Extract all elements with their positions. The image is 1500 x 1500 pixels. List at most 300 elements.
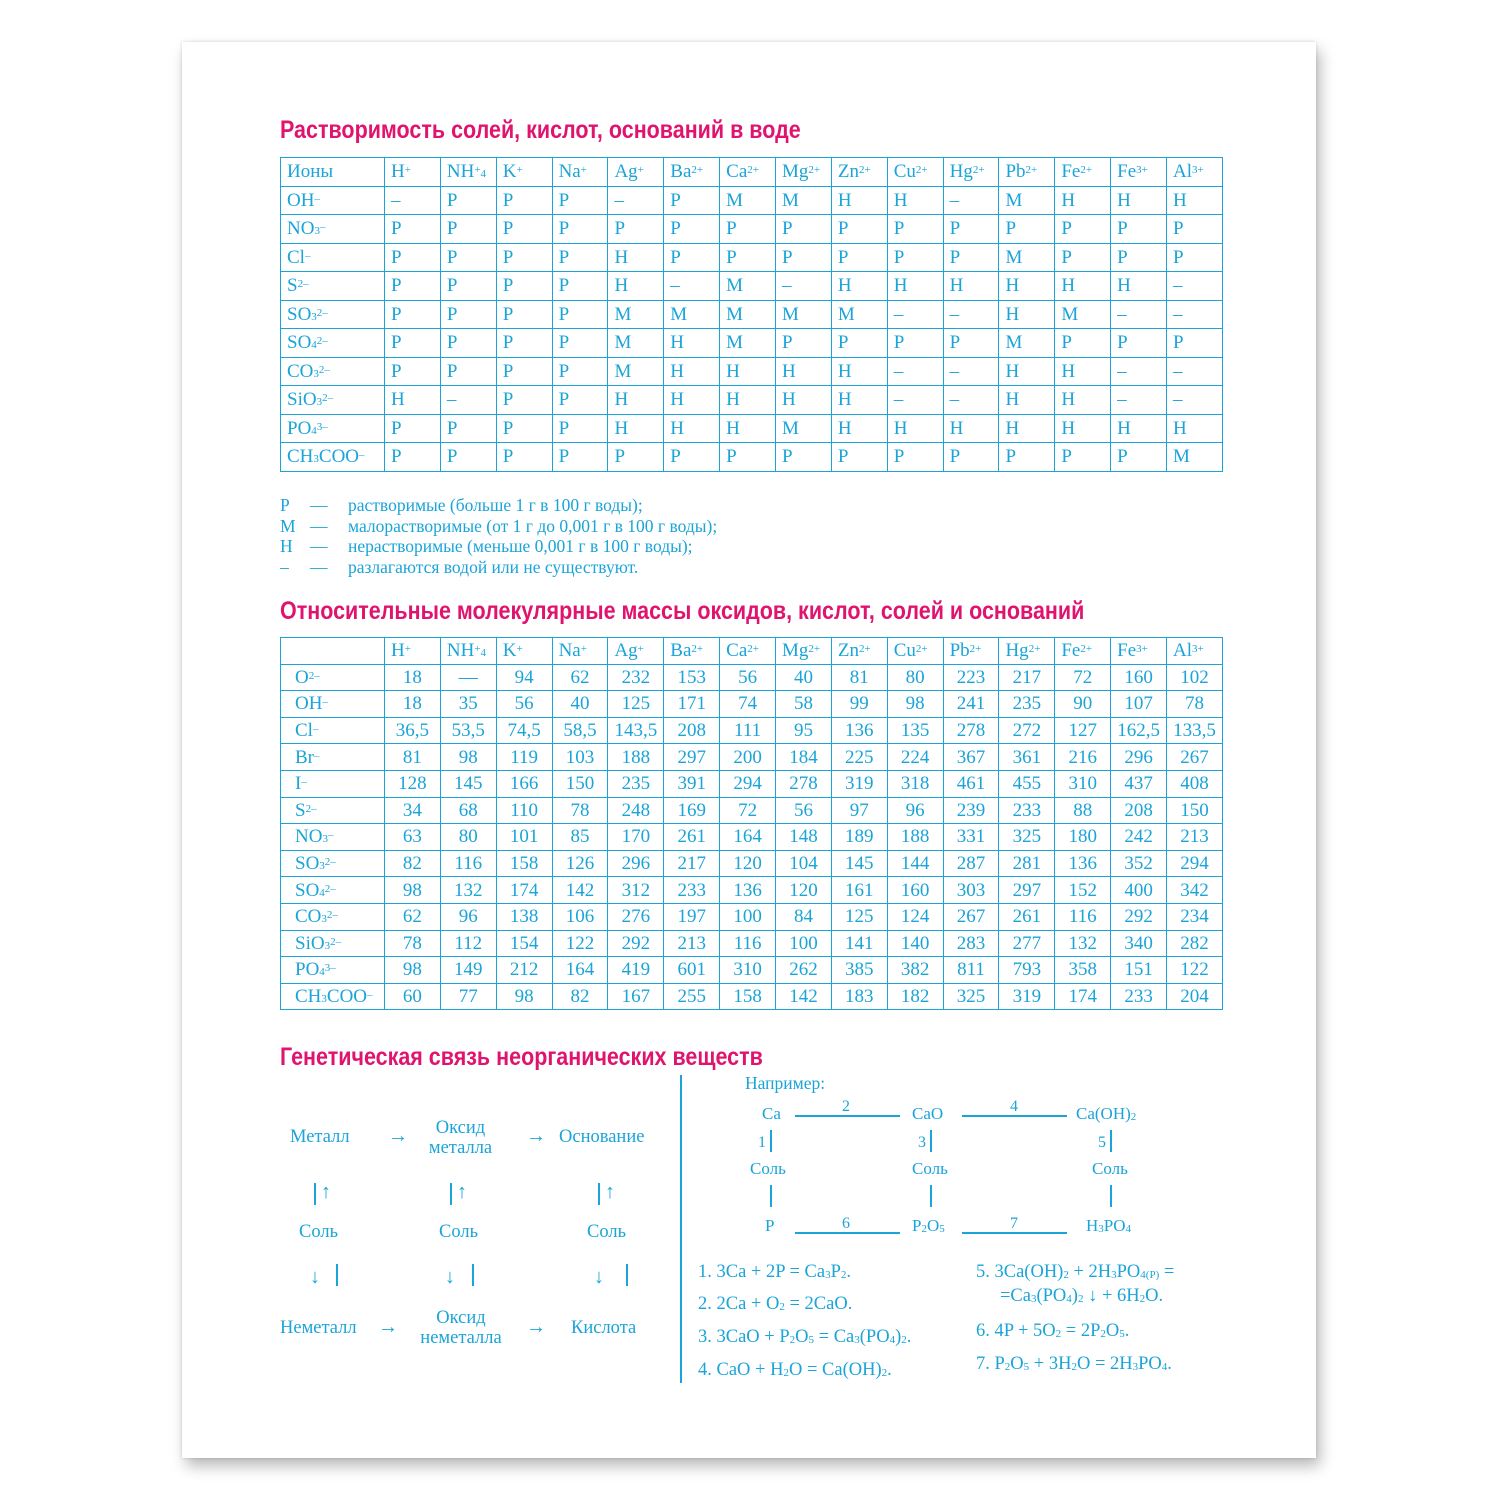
ion-charge: 2– bbox=[305, 802, 317, 815]
value-cell: 212 bbox=[496, 957, 552, 984]
legend-symbol: Н bbox=[280, 536, 293, 556]
value-cell: 58 bbox=[776, 691, 832, 718]
value-cell: Р bbox=[552, 272, 608, 301]
value-cell: 385 bbox=[831, 957, 887, 984]
value-cell: Н bbox=[1055, 186, 1111, 215]
value-cell: М bbox=[608, 329, 664, 358]
value-cell: 208 bbox=[1111, 797, 1167, 824]
scheme-num: 6 bbox=[842, 1215, 850, 1232]
cation-formula: Hg bbox=[949, 161, 973, 183]
ion-charge: – bbox=[322, 696, 328, 709]
value-cell: 78 bbox=[385, 930, 441, 957]
value-cell: Р bbox=[496, 215, 552, 244]
value-cell: 235 bbox=[999, 691, 1055, 718]
value-cell: Р bbox=[1167, 215, 1223, 244]
value-cell: М bbox=[720, 186, 776, 215]
table-row bbox=[281, 957, 1223, 984]
metal-label: Металл bbox=[290, 1127, 350, 1147]
value-cell: Н bbox=[608, 272, 664, 301]
value-cell: 213 bbox=[1167, 824, 1223, 851]
solubility-legend bbox=[280, 495, 717, 577]
value-cell: 103 bbox=[552, 744, 608, 771]
value-cell: М bbox=[608, 357, 664, 386]
arrow-right-icon: → bbox=[526, 1316, 546, 1338]
value-cell: Р bbox=[887, 215, 943, 244]
anion-cell bbox=[281, 664, 385, 691]
value-cell: 97 bbox=[831, 797, 887, 824]
value-cell: Н bbox=[1055, 357, 1111, 386]
value-cell: 171 bbox=[664, 691, 720, 718]
value-cell: 325 bbox=[999, 824, 1055, 851]
table-row bbox=[281, 329, 1223, 358]
value-cell: Р bbox=[720, 443, 776, 472]
scheme-p: P bbox=[765, 1216, 775, 1235]
cation-charge: + bbox=[580, 164, 587, 177]
value-cell: – bbox=[1167, 272, 1223, 301]
ion-formula: Cl bbox=[287, 246, 305, 268]
value-cell: Р bbox=[440, 300, 496, 329]
value-cell: Р bbox=[1111, 243, 1167, 272]
value-cell: Н bbox=[608, 414, 664, 443]
ion-index: 3 bbox=[314, 225, 320, 238]
ion-formula: SO bbox=[295, 879, 320, 901]
value-cell: 461 bbox=[943, 770, 999, 797]
value-cell: Н bbox=[999, 272, 1055, 301]
anion-cell bbox=[281, 797, 385, 824]
cation-formula: Hg bbox=[1005, 640, 1029, 662]
scheme-num: 5 bbox=[1098, 1134, 1106, 1151]
value-cell: 132 bbox=[1055, 930, 1111, 957]
cation-charge: 2+ bbox=[808, 643, 821, 656]
value-cell: 153 bbox=[664, 664, 720, 691]
value-cell: 62 bbox=[385, 903, 441, 930]
value-cell: 74,5 bbox=[496, 717, 552, 744]
value-cell: Н bbox=[664, 386, 720, 415]
scheme-num: 4 bbox=[1010, 1098, 1018, 1115]
value-cell: Н bbox=[776, 386, 832, 415]
ion-charge: – bbox=[314, 192, 320, 205]
value-cell: 111 bbox=[720, 717, 776, 744]
value-cell: Р bbox=[385, 272, 441, 301]
value-cell: Р bbox=[385, 300, 441, 329]
cation-formula: K bbox=[502, 640, 517, 662]
value-cell: 180 bbox=[1055, 824, 1111, 851]
cation-formula: Na bbox=[558, 640, 581, 662]
cation-header bbox=[385, 638, 441, 665]
value-cell: 437 bbox=[1111, 770, 1167, 797]
table-row bbox=[281, 903, 1223, 930]
ion-charge: 2– bbox=[322, 392, 334, 405]
table-row bbox=[281, 443, 1223, 472]
anion-cell bbox=[281, 329, 385, 358]
value-cell: 419 bbox=[608, 957, 664, 984]
value-cell: 312 bbox=[608, 877, 664, 904]
anion-cell bbox=[281, 386, 385, 415]
value-cell: 811 bbox=[943, 957, 999, 984]
value-cell: Р bbox=[664, 443, 720, 472]
table-row bbox=[281, 717, 1223, 744]
value-cell: Н bbox=[887, 414, 943, 443]
value-cell: 282 bbox=[1167, 930, 1223, 957]
cation-charge: 2+ bbox=[691, 643, 704, 656]
cation-header bbox=[943, 158, 999, 187]
value-cell: Р bbox=[776, 215, 832, 244]
cation-formula: Ba bbox=[670, 161, 692, 183]
value-cell: 99 bbox=[831, 691, 887, 718]
ion-formula: PO bbox=[287, 417, 312, 439]
cation-charge: 2+ bbox=[1080, 643, 1093, 656]
anion-cell bbox=[281, 903, 385, 930]
value-cell: Р bbox=[1167, 243, 1223, 272]
value-cell: 128 bbox=[385, 770, 441, 797]
value-cell: 233 bbox=[1111, 983, 1167, 1010]
table-row bbox=[281, 215, 1223, 244]
corner-cell bbox=[281, 638, 385, 665]
value-cell: Р bbox=[385, 215, 441, 244]
arrow-right-icon: → bbox=[388, 1125, 408, 1147]
table-row bbox=[281, 357, 1223, 386]
value-cell: 189 bbox=[831, 824, 887, 851]
cation-header bbox=[385, 158, 441, 187]
value-cell: 793 bbox=[999, 957, 1055, 984]
value-cell: 106 bbox=[552, 903, 608, 930]
value-cell: Р bbox=[496, 300, 552, 329]
value-cell: 281 bbox=[999, 850, 1055, 877]
value-cell: Р bbox=[943, 329, 999, 358]
value-cell: 217 bbox=[664, 850, 720, 877]
value-cell: 197 bbox=[664, 903, 720, 930]
value-cell: 235 bbox=[608, 770, 664, 797]
value-cell: Р bbox=[552, 186, 608, 215]
header-row bbox=[281, 158, 1223, 187]
value-cell: 283 bbox=[943, 930, 999, 957]
value-cell: 95 bbox=[776, 717, 832, 744]
table-row bbox=[281, 272, 1223, 301]
ion-index: 4 bbox=[311, 339, 317, 352]
ion-charge: 2– bbox=[326, 909, 338, 922]
cation-formula: Fe bbox=[1061, 640, 1081, 662]
value-cell: 278 bbox=[776, 770, 832, 797]
value-cell: 136 bbox=[1055, 850, 1111, 877]
value-cell: Н bbox=[1055, 386, 1111, 415]
anion-cell bbox=[281, 824, 385, 851]
value-cell: Н bbox=[1167, 186, 1223, 215]
value-cell: 296 bbox=[608, 850, 664, 877]
value-cell: 135 bbox=[887, 717, 943, 744]
legend-dash: — bbox=[310, 515, 328, 536]
cation-header bbox=[552, 158, 608, 187]
ion-charge: 2– bbox=[318, 363, 330, 376]
value-cell: Н bbox=[999, 386, 1055, 415]
cation-charge: 2+ bbox=[1028, 643, 1041, 656]
value-cell: М bbox=[1055, 300, 1111, 329]
genetic-title: Генетическая связь неорганических веществ bbox=[280, 1043, 763, 1071]
ion-charge: – bbox=[304, 249, 311, 262]
cation-index: 4 bbox=[480, 168, 487, 181]
value-cell: Р bbox=[552, 329, 608, 358]
value-cell: 232 bbox=[608, 664, 664, 691]
value-cell: 400 bbox=[1111, 877, 1167, 904]
value-cell: 223 bbox=[943, 664, 999, 691]
scheme-salt: Соль bbox=[1092, 1159, 1128, 1178]
value-cell: – bbox=[943, 386, 999, 415]
value-cell: 116 bbox=[720, 930, 776, 957]
value-cell: 98 bbox=[496, 983, 552, 1010]
value-cell: 100 bbox=[776, 930, 832, 957]
cation-header bbox=[999, 638, 1055, 665]
value-cell: 352 bbox=[1111, 850, 1167, 877]
value-cell: М bbox=[1167, 443, 1223, 472]
salt-label: Соль bbox=[299, 1222, 339, 1242]
value-cell: 98 bbox=[440, 744, 496, 771]
cation-header bbox=[1111, 158, 1167, 187]
legend-text: нерастворимые (меньше 0,001 г в 100 г воды); bbox=[348, 536, 693, 556]
arrow-down-icon: ↓ bbox=[445, 1266, 455, 1288]
value-cell: 276 bbox=[608, 903, 664, 930]
cation-header bbox=[831, 638, 887, 665]
value-cell: Н bbox=[1111, 186, 1167, 215]
value-cell: Н bbox=[999, 357, 1055, 386]
ion-index: 3 bbox=[322, 833, 328, 846]
vertical-line bbox=[770, 1185, 772, 1207]
value-cell: 261 bbox=[664, 824, 720, 851]
reaction-4: 4. CaO + $H_2O = Ca(OH)_2$. bbox=[698, 1360, 892, 1380]
anion-cell bbox=[281, 186, 385, 215]
value-cell: Р bbox=[385, 357, 441, 386]
value-cell: М bbox=[999, 186, 1055, 215]
value-cell: Н bbox=[720, 386, 776, 415]
value-cell: Р bbox=[608, 443, 664, 472]
value-cell: 167 bbox=[608, 983, 664, 1010]
value-cell: Р bbox=[552, 386, 608, 415]
value-cell: 122 bbox=[1167, 957, 1223, 984]
anion-cell bbox=[281, 691, 385, 718]
value-cell: 100 bbox=[720, 903, 776, 930]
cation-charge: 2+ bbox=[915, 164, 928, 177]
ion-formula: NO bbox=[287, 218, 315, 240]
value-cell: 81 bbox=[831, 664, 887, 691]
ion-charge: 2– bbox=[316, 306, 328, 319]
cation-charge: 3+ bbox=[1136, 164, 1148, 177]
value-cell: 88 bbox=[1055, 797, 1111, 824]
vertical-line bbox=[336, 1264, 338, 1286]
vertical-line bbox=[930, 1185, 932, 1207]
ion-formula: PO bbox=[295, 959, 320, 981]
value-cell: Р bbox=[720, 243, 776, 272]
value-cell: 358 bbox=[1055, 957, 1111, 984]
value-cell: М bbox=[720, 329, 776, 358]
ion-index: 3 bbox=[316, 396, 323, 409]
value-cell: 143,5 bbox=[608, 717, 664, 744]
vertical-line bbox=[472, 1264, 474, 1286]
anion-cell bbox=[281, 770, 385, 797]
value-cell: 248 bbox=[608, 797, 664, 824]
ion-charge: 3– bbox=[316, 420, 328, 433]
value-cell: Р bbox=[664, 215, 720, 244]
value-cell: 160 bbox=[1111, 664, 1167, 691]
value-cell: 74 bbox=[720, 691, 776, 718]
cation-formula: Fe bbox=[1061, 161, 1081, 183]
value-cell: 340 bbox=[1111, 930, 1167, 957]
value-cell: Р bbox=[552, 243, 608, 272]
ion-formula: CH bbox=[287, 446, 314, 468]
ion-index: 3 bbox=[313, 367, 319, 380]
value-cell: 94 bbox=[496, 664, 552, 691]
value-cell: 408 bbox=[1167, 770, 1223, 797]
value-cell: Р bbox=[496, 186, 552, 215]
value-cell: 145 bbox=[440, 770, 496, 797]
cation-charge: 2+ bbox=[972, 164, 985, 177]
ion-index: 3 bbox=[324, 939, 331, 952]
value-cell: 367 bbox=[943, 744, 999, 771]
value-cell: 90 bbox=[1055, 691, 1111, 718]
ion-charge: 3– bbox=[324, 962, 336, 975]
cation-index: 4 bbox=[480, 647, 487, 660]
anion-cell bbox=[281, 243, 385, 272]
legend-symbol: М bbox=[280, 515, 296, 536]
cation-formula: Fe bbox=[1117, 161, 1137, 183]
value-cell: – bbox=[608, 186, 664, 215]
value-cell: 110 bbox=[496, 797, 552, 824]
cation-formula: Ca bbox=[726, 161, 748, 183]
ion-formula: S bbox=[287, 275, 298, 297]
ion-charge: 2– bbox=[330, 935, 342, 948]
vertical-line bbox=[450, 1183, 452, 1205]
cation-charge: 3+ bbox=[1136, 643, 1148, 656]
cation-charge: 2+ bbox=[808, 164, 821, 177]
value-cell: Р bbox=[496, 357, 552, 386]
value-cell: 149 bbox=[440, 957, 496, 984]
anion-cell bbox=[281, 443, 385, 472]
value-cell: 158 bbox=[496, 850, 552, 877]
cation-charge: 2+ bbox=[747, 164, 759, 177]
value-cell: 200 bbox=[720, 744, 776, 771]
ion-formula: CO bbox=[287, 360, 314, 382]
table-row bbox=[281, 850, 1223, 877]
value-cell: Р bbox=[1055, 329, 1111, 358]
ion-formula: Cl bbox=[295, 720, 313, 742]
anion-cell bbox=[281, 357, 385, 386]
value-cell: Р bbox=[720, 215, 776, 244]
value-cell: 234 bbox=[1167, 903, 1223, 930]
anion-cell bbox=[281, 215, 385, 244]
salt-label: Соль bbox=[587, 1222, 627, 1242]
cation-charge: 2+ bbox=[1080, 164, 1093, 177]
nonmetal-oxide-label: Оксид неметалла bbox=[420, 1308, 502, 1348]
scheme-num: 7 bbox=[1010, 1215, 1018, 1232]
table-row bbox=[281, 797, 1223, 824]
value-cell: 166 bbox=[496, 770, 552, 797]
value-cell: – bbox=[440, 386, 496, 415]
value-cell: 98 bbox=[887, 691, 943, 718]
cation-header bbox=[831, 158, 887, 187]
ion-charge: – bbox=[314, 749, 320, 762]
legend-dash: — bbox=[310, 556, 328, 577]
ion-charge: 2– bbox=[308, 669, 320, 682]
cation-charge: 2+ bbox=[1025, 164, 1038, 177]
reaction-7: 7. $P_2O_5 + 3H_2O = 2H_3PO_4$. bbox=[976, 1354, 1172, 1374]
value-cell: Н bbox=[385, 386, 441, 415]
anion-cell bbox=[281, 272, 385, 301]
value-cell: Р bbox=[1167, 329, 1223, 358]
value-cell: 34 bbox=[385, 797, 441, 824]
value-cell: 213 bbox=[664, 930, 720, 957]
value-cell: 35 bbox=[440, 691, 496, 718]
ion-formula: Br bbox=[295, 746, 314, 768]
ion-formula: NO bbox=[295, 826, 323, 848]
cation-charge: 2+ bbox=[691, 164, 704, 177]
value-cell: Р bbox=[664, 186, 720, 215]
value-cell: Р bbox=[496, 243, 552, 272]
table-row bbox=[281, 770, 1223, 797]
value-cell: Р bbox=[552, 443, 608, 472]
value-cell: 169 bbox=[664, 797, 720, 824]
value-cell: Р bbox=[440, 329, 496, 358]
value-cell: 319 bbox=[999, 983, 1055, 1010]
value-cell: Р bbox=[776, 443, 832, 472]
vertical-line bbox=[626, 1264, 628, 1286]
value-cell: М bbox=[720, 272, 776, 301]
value-cell: Н bbox=[831, 357, 887, 386]
ion-charge: – bbox=[301, 776, 307, 789]
value-cell: 18 bbox=[385, 691, 441, 718]
cation-header bbox=[720, 638, 776, 665]
cation-header bbox=[887, 638, 943, 665]
value-cell: Р bbox=[496, 386, 552, 415]
value-cell: 56 bbox=[496, 691, 552, 718]
value-cell: Р bbox=[1111, 443, 1167, 472]
value-cell: 182 bbox=[887, 983, 943, 1010]
legend-item bbox=[280, 557, 717, 578]
value-cell: 318 bbox=[887, 770, 943, 797]
value-cell: Р bbox=[440, 443, 496, 472]
scheme-num: 3 bbox=[918, 1134, 926, 1151]
cation-charge: 2+ bbox=[915, 643, 928, 656]
value-cell: 53,5 bbox=[440, 717, 496, 744]
value-cell: 142 bbox=[776, 983, 832, 1010]
value-cell: 68 bbox=[440, 797, 496, 824]
value-cell: 78 bbox=[552, 797, 608, 824]
value-cell: 80 bbox=[440, 824, 496, 851]
value-cell: Р bbox=[1055, 243, 1111, 272]
ion-charge: – bbox=[312, 723, 319, 736]
value-cell: 161 bbox=[831, 877, 887, 904]
value-cell: 126 bbox=[552, 850, 608, 877]
value-cell: Р bbox=[831, 329, 887, 358]
cation-header bbox=[887, 158, 943, 187]
value-cell: 183 bbox=[831, 983, 887, 1010]
value-cell: Н bbox=[664, 414, 720, 443]
value-cell: Р bbox=[831, 215, 887, 244]
arrow-up-icon: ↑ bbox=[321, 1181, 331, 1203]
cation-formula: Pb bbox=[949, 640, 970, 662]
ion-index: 3 bbox=[319, 860, 325, 873]
value-cell: Р bbox=[496, 272, 552, 301]
ion-index: 3 bbox=[313, 453, 319, 466]
value-cell: Р bbox=[1055, 443, 1111, 472]
value-cell: 82 bbox=[552, 983, 608, 1010]
cation-charge: + bbox=[637, 643, 644, 656]
value-cell: Н bbox=[720, 414, 776, 443]
value-cell: Н bbox=[831, 414, 887, 443]
vertical-line bbox=[598, 1183, 600, 1205]
value-cell: 154 bbox=[496, 930, 552, 957]
value-cell: Р bbox=[831, 443, 887, 472]
value-cell: М bbox=[720, 300, 776, 329]
cation-charge: 3+ bbox=[1192, 164, 1204, 177]
value-cell: 58,5 bbox=[552, 717, 608, 744]
value-cell: 132 bbox=[440, 877, 496, 904]
